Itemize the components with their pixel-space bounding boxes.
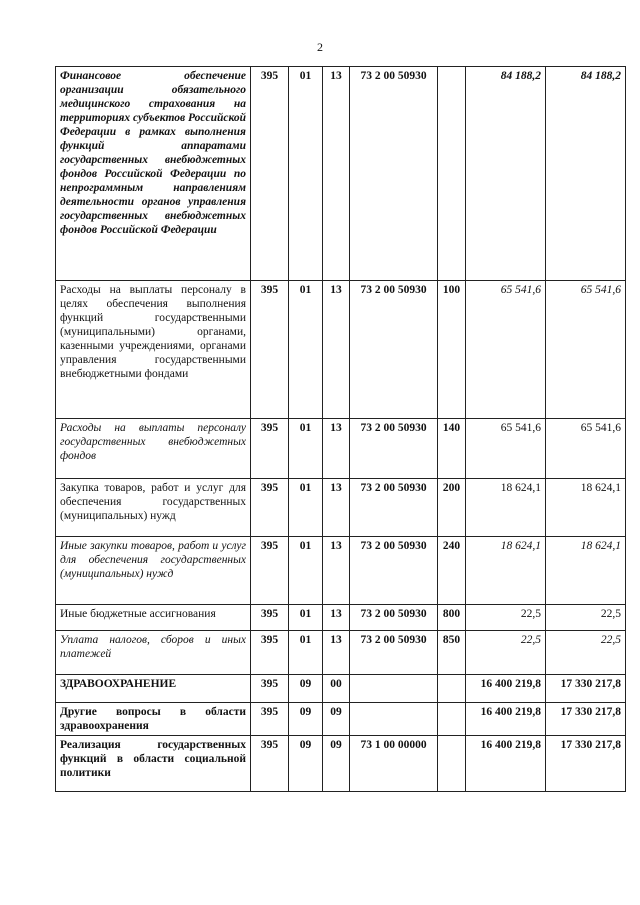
table-row xyxy=(56,67,626,281)
cell-target-article: 73 2 00 50930 xyxy=(350,281,438,419)
cell-subsection: 13 xyxy=(323,537,350,605)
cell-subsection: 13 xyxy=(323,419,350,479)
cell-amount-year1: 16 400 219,8 xyxy=(466,736,546,792)
cell-subsection: 13 xyxy=(323,67,350,281)
table-row xyxy=(56,479,626,537)
cell-section: 09 xyxy=(289,736,323,792)
cell-amount-year1: 65 541,6 xyxy=(466,281,546,419)
table-row xyxy=(56,605,626,631)
budget-table xyxy=(55,66,626,792)
cell-subsection: 09 xyxy=(323,703,350,736)
row-name: Расходы на выплаты персоналу государственных внебюджетных фондов xyxy=(56,419,251,479)
cell-subsection: 13 xyxy=(323,281,350,419)
cell-amount-year2: 84 188,2 xyxy=(546,67,626,281)
cell-target-article: 73 1 00 00000 xyxy=(350,736,438,792)
cell-target-article: 73 2 00 50930 xyxy=(350,605,438,631)
cell-grbs: 395 xyxy=(251,67,289,281)
cell-target-article xyxy=(350,675,438,703)
cell-section: 09 xyxy=(289,703,323,736)
table-row xyxy=(56,736,626,792)
cell-subsection: 13 xyxy=(323,631,350,675)
cell-amount-year2: 17 330 217,8 xyxy=(546,703,626,736)
cell-amount-year1: 16 400 219,8 xyxy=(466,703,546,736)
row-name: Финансовое обеспечение организации обязательного медицинского страхования на территориях субъектов Российской Федерации в рамках выполнения функций аппаратами государственных внебюджетных фондов Российской Федерации по непрограммным направлениям деятельности органов управления государственных внебюджетных фондов Российской Федерации xyxy=(56,67,251,281)
cell-amount-year2: 22,5 xyxy=(546,631,626,675)
cell-amount-year2: 22,5 xyxy=(546,605,626,631)
cell-amount-year2: 17 330 217,8 xyxy=(546,675,626,703)
table-row xyxy=(56,537,626,605)
cell-amount-year1: 16 400 219,8 xyxy=(466,675,546,703)
row-name: ЗДРАВООХРАНЕНИЕ xyxy=(56,675,251,703)
cell-grbs: 395 xyxy=(251,703,289,736)
row-name: Уплата налогов, сборов и иных платежей xyxy=(56,631,251,675)
cell-grbs: 395 xyxy=(251,537,289,605)
cell-expense-type: 140 xyxy=(438,419,466,479)
cell-subsection: 13 xyxy=(323,605,350,631)
table-row xyxy=(56,631,626,675)
cell-section: 01 xyxy=(289,605,323,631)
cell-target-article: 73 2 00 50930 xyxy=(350,419,438,479)
cell-section: 01 xyxy=(289,631,323,675)
cell-expense-type xyxy=(438,67,466,281)
row-name: Реализация государственных функций в области социальной политики xyxy=(56,736,251,792)
cell-amount-year1: 65 541,6 xyxy=(466,419,546,479)
cell-grbs: 395 xyxy=(251,631,289,675)
cell-subsection: 00 xyxy=(323,675,350,703)
cell-expense-type: 850 xyxy=(438,631,466,675)
cell-amount-year1: 22,5 xyxy=(466,631,546,675)
cell-expense-type: 200 xyxy=(438,479,466,537)
table-row xyxy=(56,281,626,419)
cell-subsection: 13 xyxy=(323,479,350,537)
row-name: Иные бюджетные ассигнования xyxy=(56,605,251,631)
cell-amount-year2: 65 541,6 xyxy=(546,281,626,419)
cell-grbs: 395 xyxy=(251,605,289,631)
cell-target-article xyxy=(350,703,438,736)
cell-expense-type xyxy=(438,703,466,736)
cell-section: 01 xyxy=(289,537,323,605)
cell-grbs: 395 xyxy=(251,736,289,792)
cell-amount-year2: 65 541,6 xyxy=(546,419,626,479)
cell-section: 01 xyxy=(289,419,323,479)
table-row xyxy=(56,703,626,736)
table-row xyxy=(56,675,626,703)
page-number: 2 xyxy=(317,40,323,54)
cell-section: 01 xyxy=(289,281,323,419)
cell-expense-type xyxy=(438,675,466,703)
cell-section: 09 xyxy=(289,675,323,703)
cell-section: 01 xyxy=(289,67,323,281)
cell-amount-year2: 17 330 217,8 xyxy=(546,736,626,792)
row-name: Иные закупки товаров, работ и услуг для обеспечения государственных (муниципальных) нужд xyxy=(56,537,251,605)
cell-expense-type: 100 xyxy=(438,281,466,419)
row-name: Другие вопросы в области здравоохранения xyxy=(56,703,251,736)
cell-amount-year2: 18 624,1 xyxy=(546,479,626,537)
cell-amount-year2: 18 624,1 xyxy=(546,537,626,605)
cell-target-article: 73 2 00 50930 xyxy=(350,537,438,605)
cell-target-article: 73 2 00 50930 xyxy=(350,631,438,675)
row-name: Расходы на выплаты персоналу в целях обеспечения выполнения функций государственными (муниципальными) органами, казенными учреждениями, органами управления государственными внебюджетными фондами xyxy=(56,281,251,419)
cell-section: 01 xyxy=(289,479,323,537)
cell-grbs: 395 xyxy=(251,281,289,419)
cell-amount-year1: 18 624,1 xyxy=(466,537,546,605)
cell-amount-year1: 84 188,2 xyxy=(466,67,546,281)
table-row xyxy=(56,419,626,479)
cell-target-article: 73 2 00 50930 xyxy=(350,479,438,537)
row-name: Закупка товаров, работ и услуг для обеспечения государственных (муниципальных) нужд xyxy=(56,479,251,537)
cell-amount-year1: 22,5 xyxy=(466,605,546,631)
cell-grbs: 395 xyxy=(251,479,289,537)
cell-subsection: 09 xyxy=(323,736,350,792)
cell-target-article: 73 2 00 50930 xyxy=(350,67,438,281)
cell-expense-type xyxy=(438,736,466,792)
cell-expense-type: 800 xyxy=(438,605,466,631)
cell-amount-year1: 18 624,1 xyxy=(466,479,546,537)
cell-grbs: 395 xyxy=(251,675,289,703)
cell-expense-type: 240 xyxy=(438,537,466,605)
cell-grbs: 395 xyxy=(251,419,289,479)
